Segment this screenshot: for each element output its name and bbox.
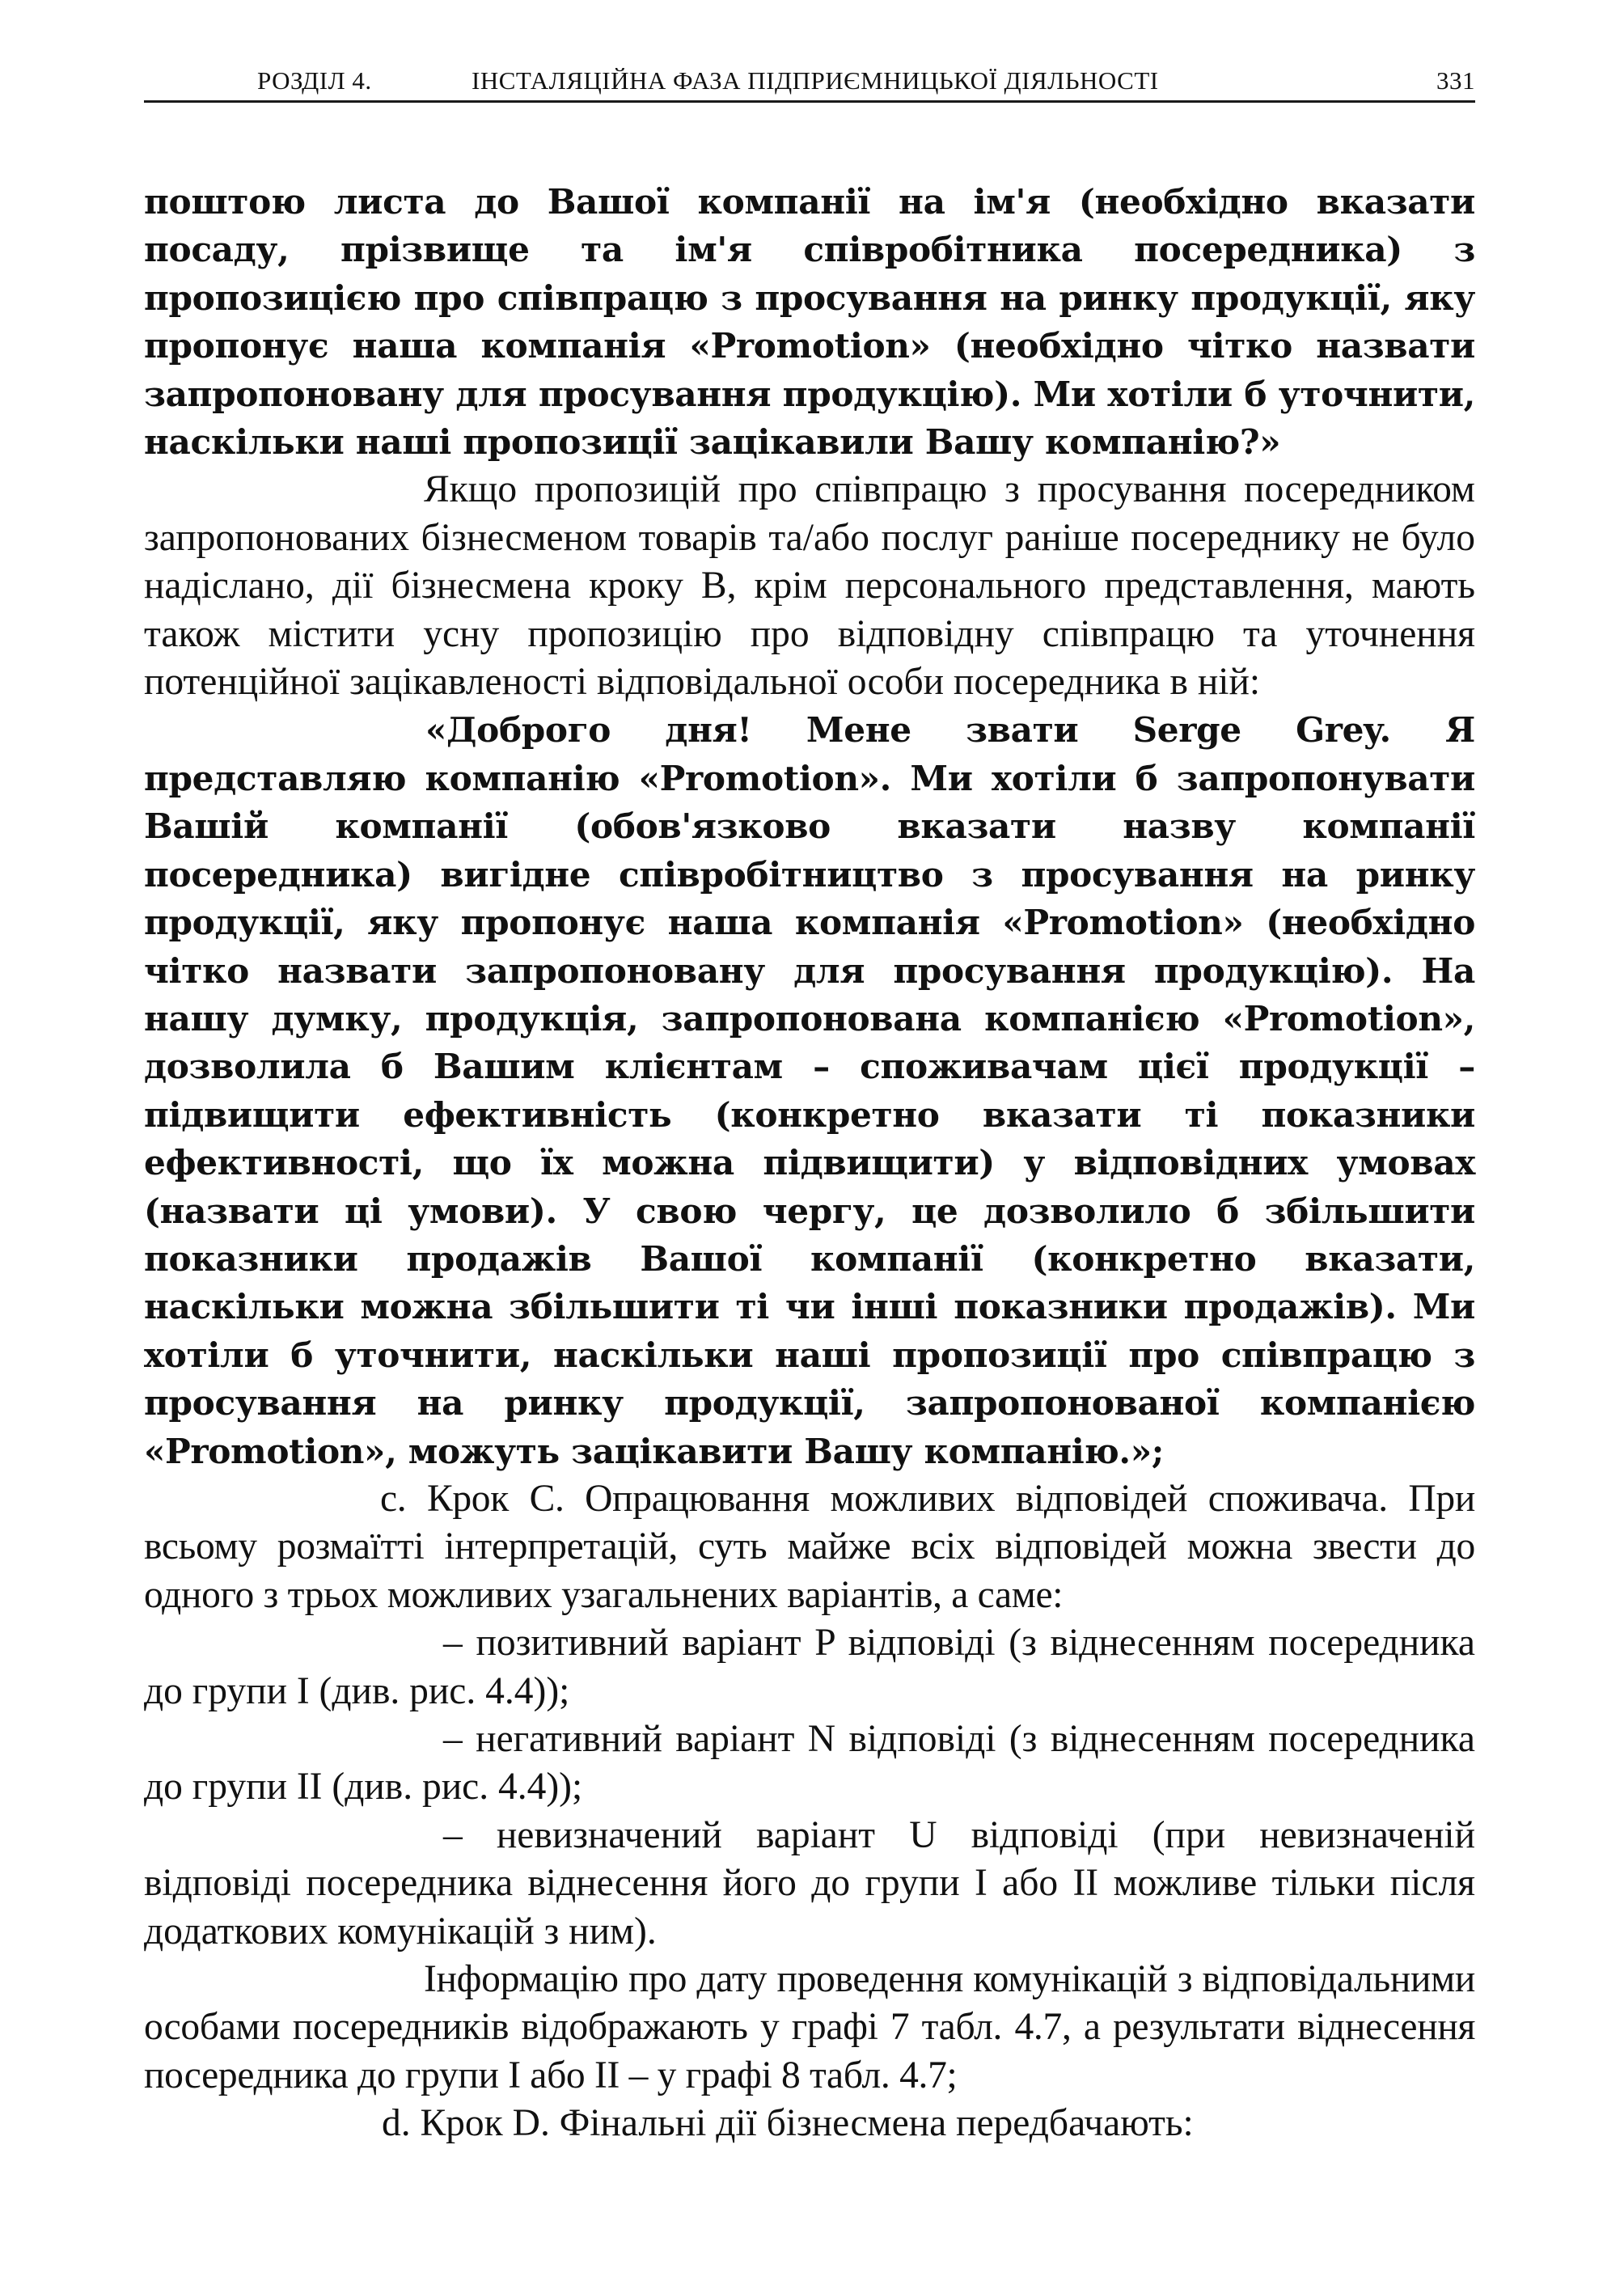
page-body bbox=[144, 178, 1475, 2148]
paragraph-oral-proposal-quote: «Доброго дня! Мене звати Serge Grey. Я представляю компанію «Promotion». Ми хотіли б запропонувати Вашій компанії (обов'язково вказати назву компанії посередника) вигідне співробітництво з просування на ринку продукції, яку пропонує наша компанія «Promotion» (необхідно чітко назвати запропоновану для просування продукцію). На нашу думку, продукція, запропонована компанією «Promotion», дозволила б Вашим клієнтам – споживачам цієї продукції – підвищити ефективність (конкретно вказати ті показники ефективності, що їх можна підвищити) у відповідних умовах (назвати ці умови). У свою чергу, це дозволило б збільшити показники продажів Вашої компанії (конкретно вказати, наскільки можна збільшити ті чи інші показники продажів). Ми хотіли б уточнити, наскільки наші пропозиції про співпрацю з просування на ринку продукції, запропонованої компанією «Promotion», можуть зацікавити Вашу компанію.»; bbox=[144, 709, 1475, 1471]
list-item-undefined: – невизначений варіант U відповіді (при невизначеній відповіді посередника віднесення його до групи I або II можливе тільки після додаткових комунікацій з ним). bbox=[144, 1813, 1475, 1952]
paragraph-step-d: d. Крок D. Фінальні дії бізнесмена передбачають: bbox=[382, 2102, 1194, 2145]
running-header bbox=[144, 58, 1475, 103]
paragraph-step-c: c. Крок C. Опрацювання можливих відповідей споживача. При всьому розмаїтті інтерпретацій, суть майже всіх відповідей можна звести до одного з трьох можливих узагальнених варіантів, а саме: bbox=[144, 1477, 1475, 1616]
page-number: 331 bbox=[1436, 66, 1475, 95]
list-item-negative: – негативний варіант N відповіді (з віднесенням посередника до групи II (див. рис. 4.4)); bbox=[144, 1718, 1475, 1809]
header-chapter: РОЗДІЛ 4. bbox=[257, 66, 372, 95]
paragraph-info-table: Інформацію про дату проведення комунікацій з відповідальними особами посередників відображають у графі 7 табл. 4.7, а результати віднесення посередника до групи I або II – у графі 8 табл. 4.7; bbox=[144, 1958, 1475, 2096]
list-item-positive: – позитивний варіант P відповіді (з віднесенням посередника до групи I (див. рис. 4.4)); bbox=[144, 1622, 1475, 1712]
paragraph-letter-end: поштою листа до Вашої компанії на ім'я (необхідно вказати посаду, прізвище та ім'я співробітника посередника) з пропозицією про співпрацю з просування на ринку продукції, яку пропонує наша компанія «Promotion» (необхідно чітко назвати запропоновану для просування продукцію). Ми хотіли б уточнити, наскільки наші пропозиції зацікавили Вашу компанію?» bbox=[144, 181, 1475, 463]
paragraph-proposal-intro: Якщо пропозицій про співпрацю з просування посередником запропонованих бізнесменом товарів та/або послуг раніше посереднику не було надіслано, дії бізнесмена кроку B, крім персонального представлення, мають також містити усну пропозицію про відповідну співпрацю та уточнення потенційної зацікавленості відповідальної особи посередника в ній: bbox=[144, 468, 1475, 704]
header-title: ІНСТАЛЯЦІЙНА ФАЗА ПІДПРИЄМНИЦЬКОЇ ДІЯЛЬНОСТІ bbox=[472, 66, 1159, 95]
